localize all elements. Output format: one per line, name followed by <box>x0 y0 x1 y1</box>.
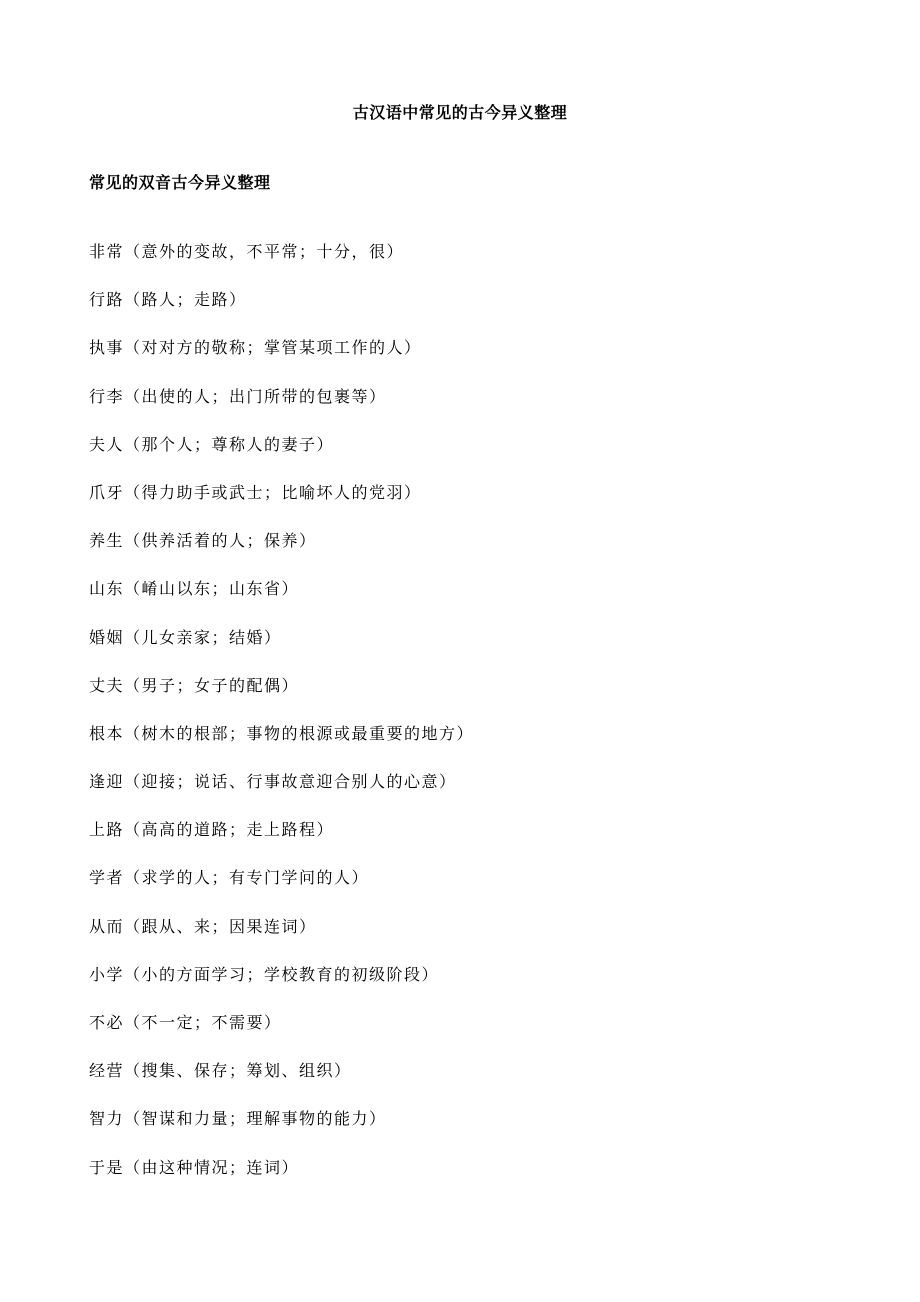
list-item: 养生（供养活着的人；保养） <box>89 531 317 551</box>
section-heading: 常见的双音古今异义整理 <box>89 173 271 192</box>
entry-list <box>89 241 474 1205</box>
list-item: 于是（由这种情况；连词） <box>89 1157 300 1177</box>
list-item: 非常（意外的变故，不平常；十分，很） <box>89 242 405 261</box>
list-item: 小学（小的方面学习；学校教育的初级阶段） <box>89 964 440 984</box>
list-item: 丈夫（男子；女子的配偶） <box>89 675 300 695</box>
list-item: 山东（崤山以东；山东省） <box>89 579 300 599</box>
list-item: 经营（搜集、保存；筹划、组织） <box>89 1061 352 1081</box>
list-item: 逢迎（迎接；说话、行事故意迎合别人的心意） <box>89 772 457 792</box>
list-item: 上路（高高的道路；走上路程） <box>89 820 335 840</box>
list-item: 爪牙（得力助手或武士；比喻坏人的党羽） <box>89 482 422 502</box>
list-item: 从而（跟从、来；因果连词） <box>89 916 317 936</box>
list-item: 智力（智谋和力量；理解事物的能力） <box>89 1109 387 1129</box>
list-item: 不必（不一定；不需要） <box>89 1013 282 1032</box>
list-item: 根本（树木的根部；事物的根源或最重要的地方） <box>89 723 475 743</box>
list-item: 婚姻（儿女亲家；结婚） <box>89 627 282 647</box>
list-item: 执事（对对方的敬称；掌管某项工作的人） <box>89 338 422 358</box>
list-item: 夫人（那个人；尊称人的妻子） <box>89 434 335 454</box>
list-item: 行路（路人；走路） <box>89 290 247 310</box>
document-title: 古汉语中常见的古今异义整理 <box>352 103 568 122</box>
list-item: 行李（出使的人；出门所带的包裹等） <box>89 386 387 406</box>
list-item: 学者（求学的人；有专门学问的人） <box>89 868 370 888</box>
